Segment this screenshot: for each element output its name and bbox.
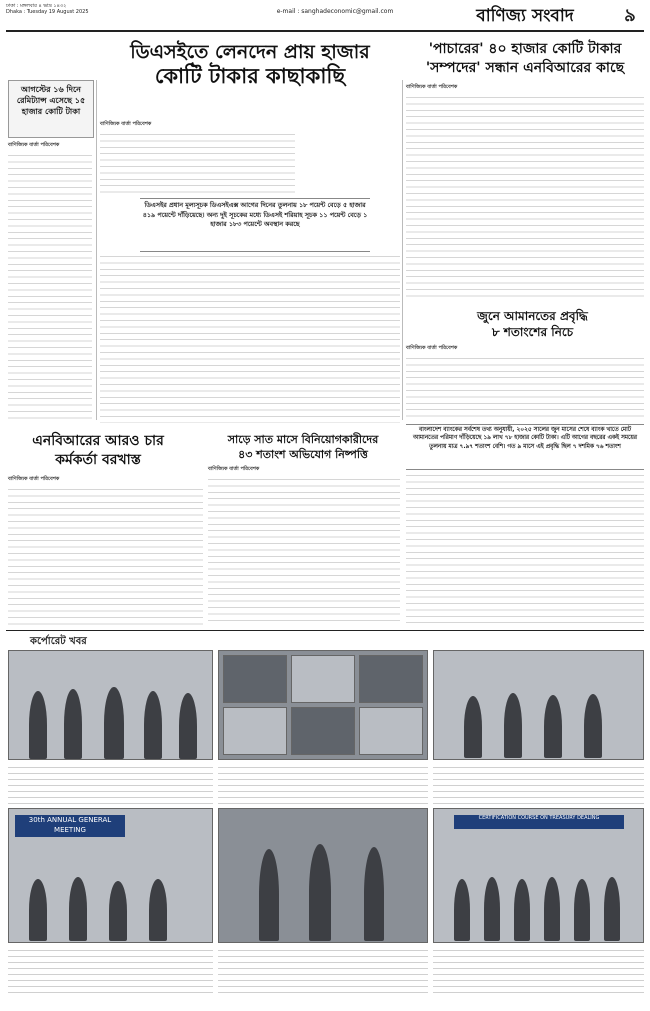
caption-5 [218, 947, 428, 997]
caption-2 [218, 764, 428, 804]
agm-photo [8, 808, 213, 943]
deposit-body-bottom [406, 472, 644, 627]
investors-line1: সাড়ে সাত মাসে বিনিয়োগকারীদের [227, 433, 379, 446]
deposit-headline [420, 308, 645, 340]
investors-line2: ৪৩ শতাংশ অভিযোগ নিষ্পত্তি [238, 448, 368, 461]
agm-banner: 30th ANNUAL GENERAL MEETING [15, 815, 125, 837]
masthead [440, 1, 645, 31]
nbr-officials-line1: এনবিআরের আরও চার [32, 433, 164, 449]
dateline-bn: ঢাকা : মঙ্গলবার ৪ ভাদ্র ১৪৩২ [6, 3, 67, 9]
deposit-byline: বাণিজ্যিক বার্তা পরিবেশক [406, 345, 458, 351]
nbr-headline-line2: 'সম্পদের' সন্ধান এনবিআরের কাছে [425, 60, 625, 76]
investors-headline [208, 432, 398, 462]
nbr-officials-body [8, 486, 203, 626]
column-divider [96, 80, 97, 420]
dateline-en: Dhaka : Tuesday 19 August 2025 [6, 9, 89, 15]
remit-byline: বাণিজ্যিক বার্তা পরিবেশক [8, 142, 60, 148]
lead-headline-line2: কোটি টাকার কাছাকাছি [154, 63, 346, 88]
lead-body-top [100, 131, 295, 196]
lead-highlight: ডিএসইর প্রধান মূল্যসূচক ডিএসইএক্স আগের দিনের তুলনায় ১৮ পয়েন্ট বেড়ে ৫ হাজার ৪১৯ পয়েন্টে দাঁড়িয়েছে। অন্য দুই সূচকের মধ্যে ডিএসই শরিয়াহ সূচক ১১ পয়েন্ট বেড়ে ১ হাজার ১৮৩ পয়েন্টে অবস্থান করছে [142, 201, 368, 228]
lead-byline: বাণিজ্যিক বার্তা পরিবেশক [100, 121, 152, 127]
investors-byline: বাণিজ্যিক বার্তা পরিবেশক [208, 466, 260, 472]
column-divider-2 [402, 80, 403, 420]
remit-body [8, 152, 92, 422]
remit-headline: আগস্টের ১৬ দিনে রেমিট্যান্স এসেছে ১৫ হাজার কোটি টাকা [16, 84, 86, 116]
nbr-officials-headline [8, 432, 188, 470]
caption-6 [433, 947, 644, 997]
remit-box [8, 80, 94, 138]
corporate-photo-3 [433, 650, 644, 760]
header-email: e-mail : sanghadeconomic@gmail.com [276, 8, 394, 15]
deposit-body-top [406, 355, 644, 420]
corporate-section-title: কর্পোরেট খবর [30, 636, 87, 647]
deposit-headline-line2: ৮ শতাংশের নিচে [491, 325, 574, 339]
caption-4 [8, 947, 213, 997]
caption-3 [433, 764, 644, 804]
header-rule [6, 30, 644, 32]
nbr-headline-line1: 'পাচারের' ৪০ হাজার কোটি টাকার [428, 41, 622, 57]
nbr-officials-line2: কর্মকর্তা বরখাস্ত [55, 452, 141, 468]
nbr-body [406, 94, 644, 300]
lead-highlight-box [140, 198, 370, 252]
deposit-highlight: বাংলাদেশ ব্যাংকের সর্বশেষ তথ্য অনুযায়ী, ২০২৫ সালের জুন মাসের শেষে ব্যাংক খাতে মোট আমানতের পরিমাণ দাঁড়িয়েছে ১৯ লাখ ৭৮ হাজার কোটি টাকা। এটি আগের বছরের একই সময়ের তুলনায় মাত্র ৭.৯৭ শতাংশ বেশি। গত ৯ মাসে এই প্রবৃদ্ধি ছিল ৭ দশমিক ৭৬ শতাংশ [413, 427, 637, 450]
corporate-photo-1 [8, 650, 213, 760]
caption-1 [8, 764, 213, 804]
deposit-headline-line1: জুনে আমানতের প্রবৃদ্ধি [477, 309, 588, 323]
page-number: ৯ [624, 5, 636, 26]
award-photo [218, 808, 428, 943]
lead-headline-line1: ডিএসইতে লেনদেন প্রায় হাজার [130, 41, 370, 63]
corporate-rule [6, 630, 644, 631]
treasury-course-photo [433, 808, 644, 943]
nbr-headline [405, 40, 645, 78]
dateline [6, 3, 176, 15]
nbr-officials-byline: বাণিজ্যিক বার্তা পরিবেশক [8, 476, 60, 482]
lead-body-bottom [100, 253, 400, 423]
deposit-highlight-box [406, 424, 644, 470]
nbr-byline: বাণিজ্যিক বার্তা পরিবেশক [406, 84, 458, 90]
investors-body [208, 476, 400, 626]
certificate-banner: CERTIFICATION COURSE ON TREASURY DEALING [454, 815, 624, 829]
corporate-photo-2-collage [218, 650, 428, 760]
masthead-name: বাণিজ্য সংবাদ [476, 6, 574, 26]
lead-headline [100, 40, 400, 88]
